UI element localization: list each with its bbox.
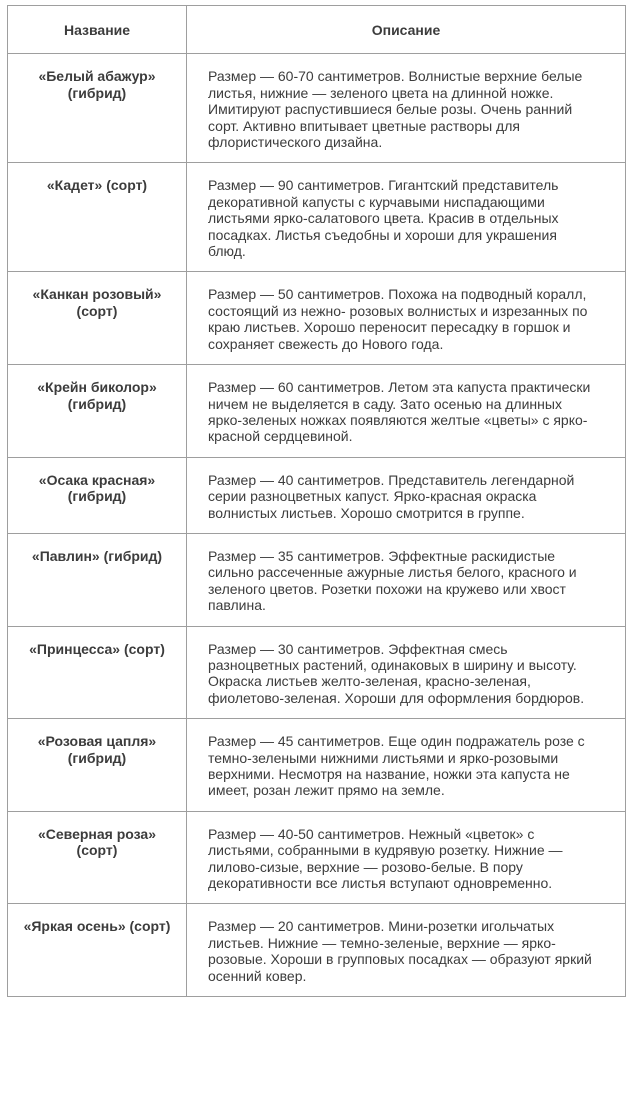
table-row [8, 54, 626, 163]
table-row [8, 719, 626, 812]
table-row [8, 365, 626, 458]
variety-description: Размер — 35 сантиметров. Эффектные раскидистые сильно рассеченные ажурные листья белого, красного и зеленого цветов. Розетки похожи на кружево или хвост павлина. [187, 533, 626, 626]
variety-name: «Крейн биколор» (гибрид) [8, 365, 187, 458]
column-header-description: Описание [187, 6, 626, 54]
variety-name: «Яркая осень» (сорт) [8, 904, 187, 997]
cabbage-varieties-table [7, 5, 626, 997]
variety-description: Размер — 60-70 сантиметров. Волнистые верхние белые листья, нижние — зеленого цвета на длинной ножке. Имитируют распустившиеся белые розы. Очень ранний сорт. Активно впитывает цветные растворы для флористического дизайна. [187, 54, 626, 163]
variety-name: «Принцесса» (сорт) [8, 626, 187, 719]
table-row [8, 533, 626, 626]
variety-name: «Канкан розовый» (сорт) [8, 272, 187, 365]
table-row [8, 904, 626, 997]
table-body [8, 54, 626, 997]
variety-name: «Осака красная» (гибрид) [8, 457, 187, 533]
variety-description: Размер — 20 сантиметров. Мини-розетки игольчатых листьев. Нижние — темно-зеленые, верхние — ярко-розовые. Хороши в групповых посадках — образуют яркий осенний ковер. [187, 904, 626, 997]
variety-description: Размер — 30 сантиметров. Эффектная смесь разноцветных растений, одинаковых в ширину и высоту. Окраска листьев желто-зеленая, красно-зеленая, фиолетово-зеленая. Хороши для оформления бордюров. [187, 626, 626, 719]
variety-description: Размер — 45 сантиметров. Еще один подражатель розе с темно-зелеными нижними листьями и ярко-розовыми верхними. Несмотря на название, ножки эта капуста не имеет, розан лежит прямо на земле. [187, 719, 626, 812]
column-header-name: Название [8, 6, 187, 54]
variety-description: Размер — 50 сантиметров. Похожа на подводный коралл, состоящий из нежно- розовых волнистых и изрезанных по краю листьев. Хорошо переносит пересадку в горшок и сохраняет свежесть до Нового года. [187, 272, 626, 365]
table-row [8, 811, 626, 904]
table-row [8, 457, 626, 533]
variety-description: Размер — 40-50 сантиметров. Нежный «цветок» с листьями, собранными в кудрявую розетку. Нижние — лилово-сизые, верхние — розово-белые. В пору декоративности все листья вступают одновременно. [187, 811, 626, 904]
table-header-row [8, 6, 626, 54]
variety-name: «Северная роза» (сорт) [8, 811, 187, 904]
variety-description: Размер — 60 сантиметров. Летом эта капуста практически ничем не выделяется в саду. Зато осенью на длинных ярко-зеленых ножках появляются желтые «цветы» с ярко-красной сердцевиной. [187, 365, 626, 458]
variety-name: «Кадет» (сорт) [8, 163, 187, 272]
variety-description: Размер — 90 сантиметров. Гигантский представитель декоративной капусты с курчавыми ниспадающими листьями ярко-салатового цвета. Красив в отдельных посадках. Листья съедобны и хороши для украшения блюд. [187, 163, 626, 272]
variety-name: «Павлин» (гибрид) [8, 533, 187, 626]
table-row [8, 163, 626, 272]
variety-name: «Розовая цапля» (гибрид) [8, 719, 187, 812]
table-row [8, 272, 626, 365]
table-row [8, 626, 626, 719]
variety-name: «Белый абажур» (гибрид) [8, 54, 187, 163]
variety-description: Размер — 40 сантиметров. Представитель легендарной серии разноцветных капуст. Ярко-красная окраска волнистых листьев. Хорошо смотрится в группе. [187, 457, 626, 533]
